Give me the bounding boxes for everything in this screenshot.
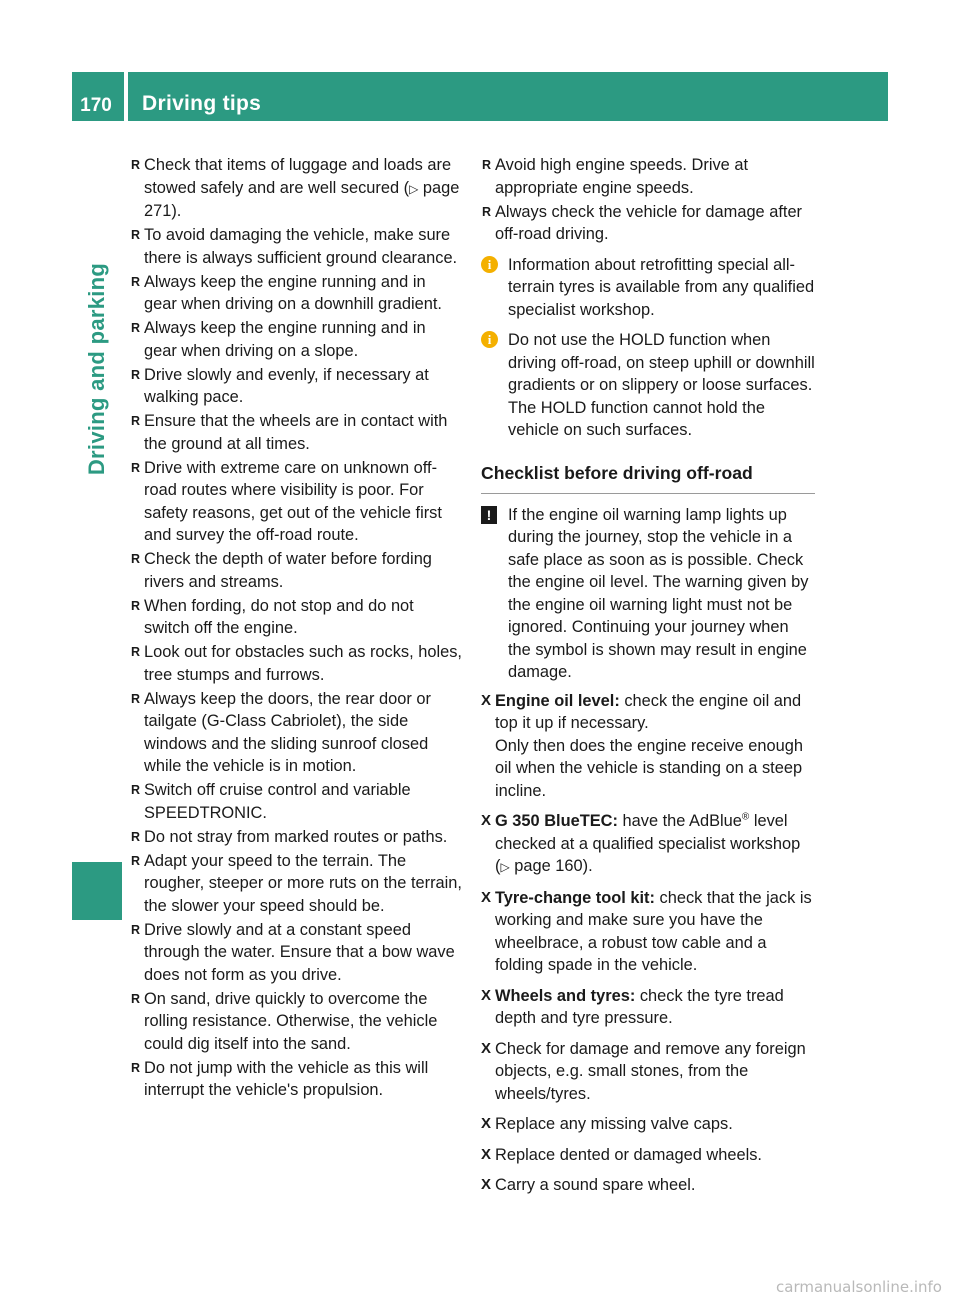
bullet-icon: R bbox=[131, 274, 141, 289]
page-number: 170 bbox=[80, 95, 112, 116]
bullet-icon: R bbox=[131, 783, 141, 797]
page-reference: page 271). bbox=[144, 178, 460, 220]
bullet-icon: R bbox=[131, 829, 141, 844]
info-note-text: Information about retrofitting special all-terrain tyres is available from any qualified specialist workshop. bbox=[508, 255, 815, 319]
header-divider bbox=[124, 72, 128, 121]
checklist-step: X Check for damage and remove any foreign objects, e.g. small stones, from the wheels/tyres. bbox=[481, 1039, 806, 1103]
info-icon: i bbox=[481, 256, 498, 273]
warning-note bbox=[481, 504, 815, 684]
step-label: Engine oil level: bbox=[495, 691, 620, 710]
bullet-icon: R bbox=[131, 645, 141, 659]
registered-mark: ® bbox=[741, 811, 750, 823]
left-column bbox=[130, 154, 462, 1103]
list-item: R Drive slowly and at a constant speed through the water. Ensure that a bow wave does not form as you drive. bbox=[131, 920, 455, 984]
checklist-step: X Replace dented or damaged wheels. bbox=[481, 1144, 815, 1167]
info-note-text: Do not use the HOLD function when driving off-road, on steep uphill or downhill gradients or on slippery or loose surfaces. The HOLD function cannot hold the vehicle on such surfaces. bbox=[508, 331, 815, 439]
list-item: R Always keep the doors, the rear door or tailgate (G-Class Cabriolet), the side windows and the sliding sunroof closed while the vehicle is in motion. bbox=[131, 689, 431, 775]
page-reference-icon: ▷ bbox=[500, 860, 510, 874]
chapter-side-tab bbox=[72, 248, 122, 490]
bullet-icon: R bbox=[131, 991, 141, 1006]
checklist-step: X Wheels and tyres: check the tyre tread depth and tyre pressure. bbox=[481, 986, 784, 1027]
chapter-label: Driving and parking bbox=[84, 262, 110, 476]
bullet-icon: R bbox=[131, 367, 141, 382]
warning-text: If the engine oil warning lamp lights up during the journey, stop the vehicle in a safe place as soon as is possible. Check the engine oil level. The warning given by the engine oil warning light must not be ignored. Continuing your journey when the symbol is shown may result in engine damage. bbox=[508, 505, 809, 681]
list-item: R Check that items of luggage and loads are stowed safely and are well secured (▷ page 271). bbox=[131, 156, 460, 220]
list-item: R Ensure that the wheels are in contact with the ground at all times. bbox=[131, 412, 448, 453]
step-label: Wheels and tyres: bbox=[495, 986, 636, 1005]
page-reference-icon: ▷ bbox=[409, 181, 419, 196]
step-arrow-icon: X bbox=[481, 812, 492, 829]
section-title: Driving tips bbox=[142, 92, 262, 115]
list-item: R On sand, drive quickly to overcome the rolling resistance. Otherwise, the vehicle could dig itself into the sand. bbox=[131, 989, 438, 1053]
checklist-heading: Checklist before driving off-road bbox=[481, 461, 815, 494]
info-icon: i bbox=[481, 331, 498, 348]
list-item: R Look out for obstacles such as rocks, holes, tree stumps and furrows. bbox=[131, 643, 462, 684]
bullet-icon: R bbox=[482, 204, 492, 219]
bullet-icon: R bbox=[131, 1060, 141, 1075]
bullet-icon: R bbox=[131, 321, 141, 335]
step-label: Tyre-change tool kit: bbox=[495, 888, 655, 907]
after-driving-list bbox=[481, 154, 815, 246]
bullet-icon: R bbox=[131, 691, 141, 706]
checklist-step: X Replace any missing valve caps. bbox=[481, 1113, 815, 1136]
bullet-icon: R bbox=[131, 460, 141, 475]
bullet-icon: R bbox=[482, 158, 492, 172]
checklist-step: X G 350 BlueTEC: have the AdBlue® level checked at a qualified specialist workshop (▷ page 160). bbox=[481, 811, 801, 875]
bullet-icon: R bbox=[131, 922, 141, 937]
checklist-step: X Engine oil level: check the engine oil and top it up if necessary. Only then does the engine receive enough oil when the vehicle is standing on a steep incline. bbox=[481, 691, 804, 800]
list-item: R Do not stray from marked routes or paths. bbox=[130, 826, 462, 849]
right-column bbox=[481, 154, 815, 1205]
bullet-icon: R bbox=[131, 414, 141, 428]
step-arrow-icon: X bbox=[481, 1176, 492, 1193]
checklist-step: X Tyre-change tool kit: check that the jack is working and make sure you have the wheelbrace, a robust tow cable and a folding spade in the vehicle. bbox=[481, 888, 812, 974]
bullet-icon: R bbox=[131, 598, 141, 613]
list-item: R Switch off cruise control and variable SPEEDTRONIC. bbox=[131, 781, 411, 822]
info-note bbox=[481, 329, 815, 442]
step-arrow-icon: X bbox=[481, 986, 492, 1004]
warning-icon: ! bbox=[481, 506, 497, 524]
bullet-icon: R bbox=[131, 158, 141, 172]
step-arrow-icon: X bbox=[481, 1039, 492, 1057]
list-item: R When fording, do not stop and do not switch off the engine. bbox=[131, 596, 414, 637]
list-item: R Drive with extreme care on unknown off-road routes where visibility is poor. For safety reasons, get out of the vehicle first and survey the off-road route. bbox=[131, 458, 442, 544]
checklist-step: X Carry a sound spare wheel. bbox=[481, 1174, 815, 1197]
step-arrow-icon: X bbox=[481, 691, 492, 709]
list-item: R Do not jump with the vehicle as this will interrupt the vehicle's propulsion. bbox=[131, 1058, 429, 1099]
bullet-icon: R bbox=[131, 552, 141, 566]
step-arrow-icon: X bbox=[481, 1115, 492, 1132]
chapter-marker-block bbox=[72, 862, 122, 920]
list-item: R Always keep the engine running and in gear when driving on a downhill gradient. bbox=[131, 272, 442, 313]
step-label: G 350 BlueTEC: bbox=[495, 812, 618, 830]
list-item: R Always check the vehicle for damage after off-road driving. bbox=[482, 202, 803, 243]
list-item: R Adapt your speed to the terrain. The rougher, steeper or more ruts on the terrain, the slower your speed should be. bbox=[131, 851, 462, 915]
step-arrow-icon: X bbox=[481, 888, 492, 906]
list-item: R Always keep the engine running and in gear when driving on a slope. bbox=[131, 319, 426, 360]
page-reference: page 160). bbox=[514, 857, 593, 875]
checklist-steps bbox=[481, 690, 815, 1197]
bullet-icon: R bbox=[131, 853, 141, 868]
step-arrow-icon: X bbox=[481, 1145, 492, 1163]
info-note bbox=[481, 254, 815, 322]
bullet-icon: R bbox=[131, 228, 141, 242]
list-item: R Drive slowly and evenly, if necessary at walking pace. bbox=[131, 365, 429, 406]
watermark: carmanualsonline.info bbox=[776, 1278, 942, 1296]
list-item: R Check the depth of water before fording rivers and streams. bbox=[131, 550, 432, 591]
list-item: R To avoid damaging the vehicle, make sure there is always sufficient ground clearance. bbox=[131, 226, 458, 267]
list-item: R Avoid high engine speeds. Drive at appropriate engine speeds. bbox=[482, 156, 749, 197]
precaution-list bbox=[130, 154, 462, 1102]
